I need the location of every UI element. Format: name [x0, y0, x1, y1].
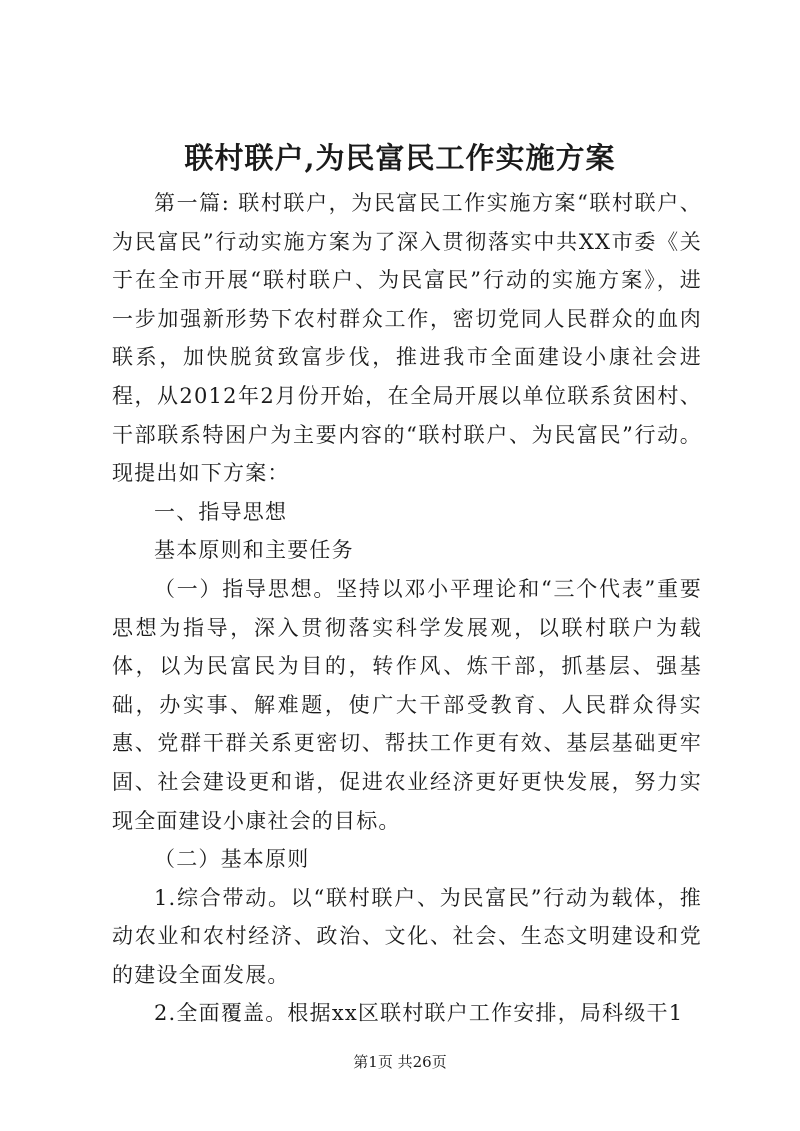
paragraph-heading-basic-principles: （二）基本原则 [154, 847, 310, 872]
paragraph-intro: 第一篇: 联村联户，为民富民工作实施方案“联村联户、为民富民”行动实施方案为了深入贯彻落实中共XX市委《关于在全市开展“联村联户、为民富民”行动的实施方案》，进一步加强新形势下农村群众工作，密切党同人民群众的血肉联系，加快脱贫致富步伐，推进我市全面建设小康社会进程，从2012年2月份开始，在全局开展以单位联系贫困村、干部联系特困户为主要内容的“联村联户、为民富民”行动。现提出如下方案： [112, 191, 702, 486]
document-body [112, 184, 702, 1033]
document-title: 联村联户,为民富民工作实施方案 [184, 141, 616, 175]
paragraph-guiding-ideology: （一）指导思想。坚持以邓小平理论和“三个代表”重要思想为指导，深入贯彻落实科学发展观，以联村联户为载体，以为民富民为目的，转作风、炼干部，抓基层、强基础，办实事、解难题，使广大干部受教育、人民群众得实惠、党群干群关系更密切、帮扶工作更有效、基层基础更牢固、社会建设更和谐，促进农业经济更好更快发展，努力实现全面建设小康社会的目标。 [112, 576, 702, 833]
paragraph-principle-1: 1.综合带动。以“联村联户、为民富民”行动为载体，推动农业和农村经济、政治、文化、社会、生态文明建设和党的建设全面发展。 [112, 885, 702, 987]
page-number-footer: 第1页 共26页 [353, 1053, 447, 1071]
paragraph-principle-2: 2.全面覆盖。根据xx区联村联户工作安排，局科级干1 [154, 1001, 684, 1026]
paragraph-heading-principles-tasks: 基本原则和主要任务 [154, 538, 354, 563]
paragraph-heading-guiding-ideology: 一、指导思想 [154, 499, 288, 524]
